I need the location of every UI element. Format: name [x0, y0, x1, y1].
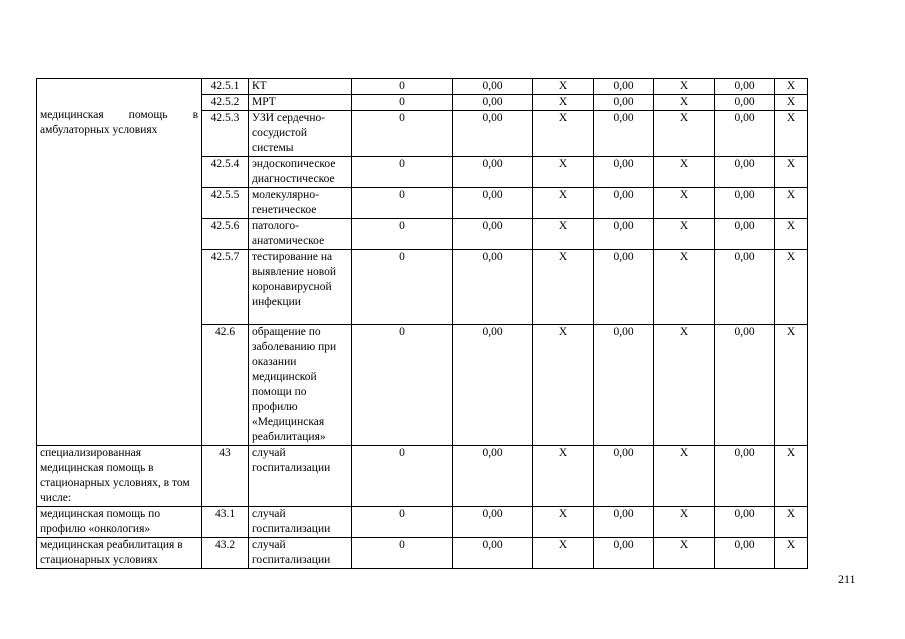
cell-code: 42.6: [202, 325, 249, 446]
cell-v1: 0: [352, 219, 453, 250]
cell-v6: 0,00: [715, 79, 775, 95]
cell-v2: 0,00: [453, 95, 533, 111]
cell-v7: Х: [775, 507, 808, 538]
cell-v1: 0: [352, 95, 453, 111]
cell-v3: Х: [533, 111, 594, 157]
cell-v4: 0,00: [594, 325, 654, 446]
group-label-cell: [37, 79, 202, 446]
data-table: [36, 78, 808, 569]
cell-v5: Х: [654, 538, 715, 569]
cell-v2: 0,00: [453, 446, 533, 507]
cell-v6: 0,00: [715, 95, 775, 111]
cell-v3: Х: [533, 188, 594, 219]
cell-v4: 0,00: [594, 250, 654, 325]
cell-unit: случай госпитализации: [249, 538, 352, 569]
cell-v2: 0,00: [453, 111, 533, 157]
cell-code: 42.5.1: [202, 79, 249, 95]
cell-v6: 0,00: [715, 111, 775, 157]
table-row: [37, 538, 808, 569]
cell-v5: Х: [654, 507, 715, 538]
cell-v1: 0: [352, 111, 453, 157]
cell-v7: Х: [775, 538, 808, 569]
cell-code: 42.5.5: [202, 188, 249, 219]
cell-v6: 0,00: [715, 157, 775, 188]
cell-v6: 0,00: [715, 188, 775, 219]
row-label: специализированная медицинская помощь в стационарных условиях, в том числе:: [37, 446, 202, 507]
table-row: [37, 79, 808, 95]
cell-v6: 0,00: [715, 219, 775, 250]
cell-v3: Х: [533, 538, 594, 569]
cell-v4: 0,00: [594, 538, 654, 569]
cell-v1: 0: [352, 250, 453, 325]
cell-v4: 0,00: [594, 507, 654, 538]
cell-v2: 0,00: [453, 325, 533, 446]
cell-v6: 0,00: [715, 446, 775, 507]
page-number: 211: [838, 572, 856, 586]
cell-v4: 0,00: [594, 188, 654, 219]
cell-v3: Х: [533, 79, 594, 95]
cell-v4: 0,00: [594, 111, 654, 157]
cell-v2: 0,00: [453, 219, 533, 250]
cell-unit: УЗИ сердечно-сосудистой системы: [249, 111, 352, 157]
cell-code: 43.1: [202, 507, 249, 538]
cell-v1: 0: [352, 507, 453, 538]
cell-v7: Х: [775, 79, 808, 95]
cell-v1: 0: [352, 157, 453, 188]
cell-v4: 0,00: [594, 219, 654, 250]
cell-v6: 0,00: [715, 325, 775, 446]
table-row: [37, 446, 808, 507]
cell-v7: Х: [775, 446, 808, 507]
cell-v7: Х: [775, 325, 808, 446]
cell-v2: 0,00: [453, 157, 533, 188]
table-body: [37, 79, 808, 569]
cell-v5: Х: [654, 325, 715, 446]
cell-unit: эндоскопическое диагностическое: [249, 157, 352, 188]
cell-v7: Х: [775, 250, 808, 325]
cell-v1: 0: [352, 79, 453, 95]
cell-unit: МРТ: [249, 95, 352, 111]
cell-v3: Х: [533, 219, 594, 250]
cell-v7: Х: [775, 95, 808, 111]
cell-code: 42.5.2: [202, 95, 249, 111]
cell-v1: 0: [352, 325, 453, 446]
cell-v5: Х: [654, 111, 715, 157]
cell-v5: Х: [654, 250, 715, 325]
cell-v1: 0: [352, 446, 453, 507]
cell-code: 42.5.3: [202, 111, 249, 157]
cell-unit: тестирование на выявление новой коронавирусной инфекции: [249, 250, 352, 325]
cell-v2: 0,00: [453, 250, 533, 325]
cell-v5: Х: [654, 79, 715, 95]
table-row: [37, 507, 808, 538]
cell-v7: Х: [775, 188, 808, 219]
cell-v1: 0: [352, 538, 453, 569]
cell-v2: 0,00: [453, 538, 533, 569]
cell-v2: 0,00: [453, 188, 533, 219]
cell-code: 43.2: [202, 538, 249, 569]
cell-code: 43: [202, 446, 249, 507]
cell-v4: 0,00: [594, 95, 654, 111]
cell-code: 42.5.4: [202, 157, 249, 188]
cell-v6: 0,00: [715, 250, 775, 325]
cell-v5: Х: [654, 446, 715, 507]
cell-v5: Х: [654, 188, 715, 219]
cell-unit: патолого-анатомическое: [249, 219, 352, 250]
cell-v3: Х: [533, 325, 594, 446]
cell-v2: 0,00: [453, 507, 533, 538]
cell-v3: Х: [533, 250, 594, 325]
cell-v3: Х: [533, 446, 594, 507]
cell-v7: Х: [775, 157, 808, 188]
cell-v1: 0: [352, 188, 453, 219]
cell-unit: КТ: [249, 79, 352, 95]
cell-v5: Х: [654, 95, 715, 111]
cell-v4: 0,00: [594, 446, 654, 507]
group-label: медицинская помощь в амбулаторных условиях: [40, 109, 198, 136]
cell-v3: Х: [533, 157, 594, 188]
cell-unit: обращение по заболеванию при оказании медицинской помощи по профилю «Медицинская реабилитация»: [249, 325, 352, 446]
cell-v7: Х: [775, 111, 808, 157]
cell-v2: 0,00: [453, 79, 533, 95]
cell-v5: Х: [654, 157, 715, 188]
cell-v5: Х: [654, 219, 715, 250]
cell-unit: молекулярно-генетическое: [249, 188, 352, 219]
cell-unit: случай госпитализации: [249, 446, 352, 507]
cell-v4: 0,00: [594, 79, 654, 95]
cell-v6: 0,00: [715, 507, 775, 538]
cell-v3: Х: [533, 95, 594, 111]
cell-v3: Х: [533, 507, 594, 538]
cell-v4: 0,00: [594, 157, 654, 188]
cell-unit: случай госпитализации: [249, 507, 352, 538]
cell-code: 42.5.7: [202, 250, 249, 325]
row-label: медицинская реабилитация в стационарных условиях: [37, 538, 202, 569]
row-label: медицинская помощь по профилю «онкология»: [37, 507, 202, 538]
cell-v7: Х: [775, 219, 808, 250]
cell-code: 42.5.6: [202, 219, 249, 250]
cell-v6: 0,00: [715, 538, 775, 569]
